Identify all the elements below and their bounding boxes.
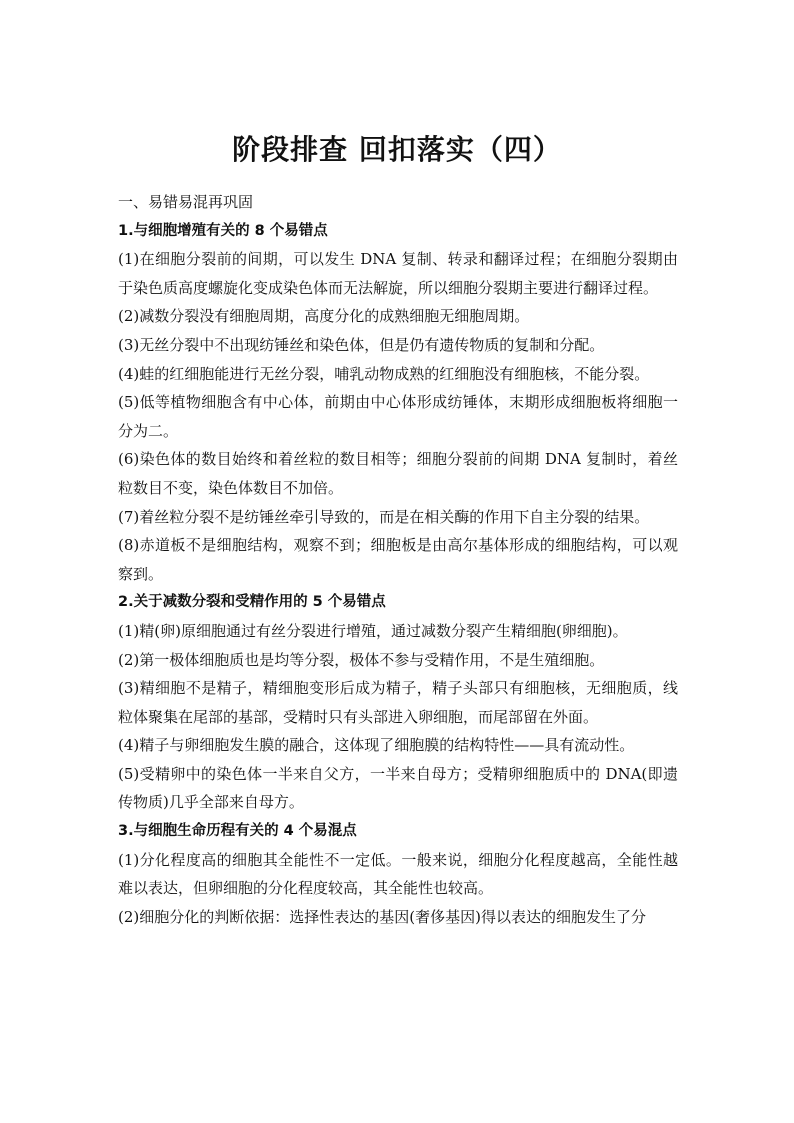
paragraph: (1)分化程度高的细胞其全能性不一定低。一般来说，细胞分化程度越高，全能性越难以表达，但卵细胞的分化程度较高，其全能性也较高。 — [118, 850, 678, 898]
paragraph: (8)赤道板不是细胞结构，观察不到；细胞板是由高尔基体形成的细胞结构，可以观察到。 — [118, 536, 678, 583]
paragraph: (3)精细胞不是精子，精细胞变形后成为精子，精子头部只有细胞核，无细胞质，线粒体聚集在尾部的基部，受精时只有头部进入卵细胞，而尾部留在外面。 — [118, 679, 678, 726]
document-body — [118, 188, 678, 931]
paragraph: (2)减数分裂没有细胞周期，高度分化的成熟细胞无细胞周期。 — [118, 307, 530, 326]
page-title: 阶段排查 回扣落实（四） — [232, 133, 562, 166]
paragraph: (6)染色体的数目始终和着丝粒的数目相等；细胞分裂前的间期 DNA 复制时，着丝粒数目不变，染色体数目不加倍。 — [118, 450, 678, 497]
paragraph: (2)细胞分化的判断依据：选择性表达的基因(奢侈基因)得以表达的细胞发生了分 — [118, 907, 646, 926]
subsection-heading-2: 2.关于减数分裂和受精作用的 5 个易错点 — [118, 594, 386, 611]
subsection-heading-1: 1.与细胞增殖有关的 8 个易错点 — [118, 222, 328, 239]
paragraph: (1)在细胞分裂前的间期，可以发生 DNA 复制、转录和翻译过程；在细胞分裂期由于染色质高度螺旋化变成染色体而无法解旋，所以细胞分裂期主要进行翻译过程。 — [118, 250, 678, 297]
paragraph: (2)第一极体细胞质也是均等分裂，极体不参与受精作用，不是生殖细胞。 — [118, 650, 605, 669]
paragraph: (1)精(卵)原细胞通过有丝分裂进行增殖，通过减数分裂产生精细胞(卵细胞)。 — [118, 621, 628, 640]
paragraph: (3)无丝分裂中不出现纺锤丝和染色体，但是仍有遗传物质的复制和分配。 — [118, 335, 605, 354]
paragraph: (4)精子与卵细胞发生膜的融合，这体现了细胞膜的结构特性——具有流动性。 — [118, 736, 635, 755]
subsection-heading-3: 3.与细胞生命历程有关的 4 个易混点 — [118, 823, 357, 840]
paragraph: (5)受精卵中的染色体一半来自父方，一半来自母方；受精卵细胞质中的 DNA(即遗传物质)几乎全部来自母方。 — [118, 764, 678, 812]
paragraph: (5)低等植物细胞含有中心体，前期由中心体形成纺锤体，末期形成细胞板将细胞一分为二。 — [118, 393, 678, 440]
paragraph: (7)着丝粒分裂不是纺锤丝牵引导致的，而是在相关酶的作用下自主分裂的结果。 — [118, 507, 650, 526]
paragraph: (4)蛙的红细胞能进行无丝分裂，哺乳动物成熟的红细胞没有细胞核，不能分裂。 — [118, 364, 650, 383]
section-heading: 一、易错易混再巩固 — [118, 193, 254, 211]
